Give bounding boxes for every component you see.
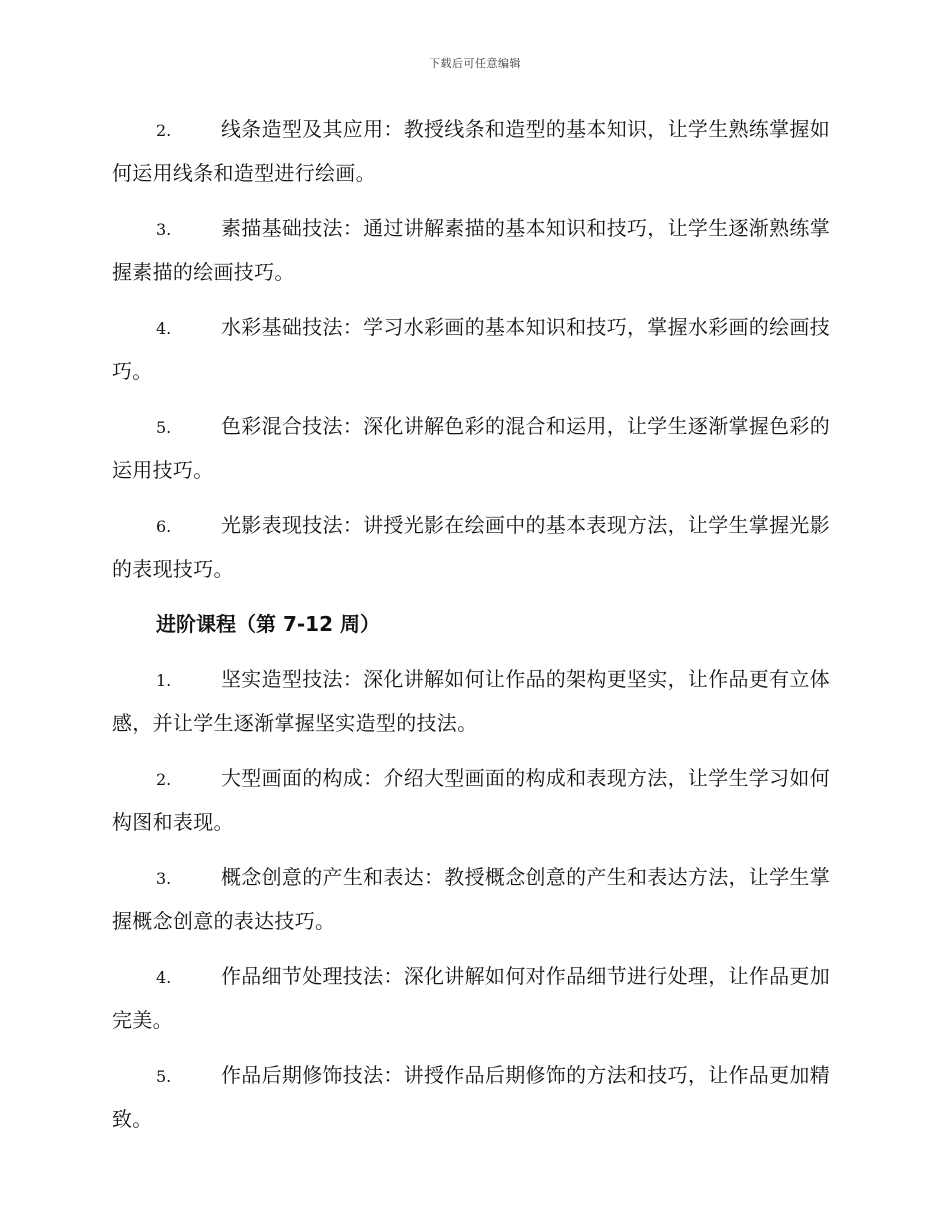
- list-item: [112, 658, 834, 744]
- list-item: [112, 207, 834, 293]
- list-item: [112, 955, 834, 1041]
- item-text: 坚实造型技法：深化讲解如何让作品的架构更坚实，让作品更有立体感，并让学生逐渐掌握坚实造型的技法。: [112, 667, 830, 735]
- item-number: 5.: [156, 1067, 172, 1086]
- list-item: [112, 757, 834, 843]
- list-item: [112, 306, 834, 392]
- item-number: 5.: [156, 418, 172, 437]
- item-number: 4.: [156, 319, 172, 338]
- item-text: 色彩混合技法：深化讲解色彩的混合和运用，让学生逐渐掌握色彩的运用技巧。: [112, 414, 830, 482]
- item-number: 2.: [156, 121, 172, 140]
- item-text: 光影表现技法：讲授光影在绘画中的基本表现方法，让学生掌握光影的表现技巧。: [112, 513, 830, 581]
- list-item: [112, 504, 834, 590]
- item-text: 大型画面的构成：介绍大型画面的构成和表现方法，让学生学习如何构图和表现。: [112, 766, 830, 834]
- item-text: 概念创意的产生和表达：教授概念创意的产生和表达方法，让学生掌握概念创意的表达技巧。: [112, 865, 830, 933]
- item-text: 线条造型及其应用：教授线条和造型的基本知识，让学生熟练掌握如何运用线条和造型进行绘画。: [112, 117, 830, 185]
- item-number: 4.: [156, 968, 172, 987]
- item-number: 3.: [156, 869, 172, 888]
- header-note: 下载后可任意编辑: [429, 57, 521, 70]
- item-number: 6.: [156, 517, 172, 536]
- list-item: [112, 108, 834, 194]
- document-body: [112, 108, 834, 1153]
- item-text: 素描基础技法：通过讲解素描的基本知识和技巧，让学生逐渐熟练掌握素描的绘画技巧。: [112, 216, 830, 284]
- item-number: 1.: [156, 671, 172, 690]
- section-title: 进阶课程（第 7-12 周）: [156, 612, 380, 636]
- list-item: [112, 1054, 834, 1140]
- item-text: 作品后期修饰技法：讲授作品后期修饰的方法和技巧，让作品更加精致。: [112, 1063, 830, 1131]
- item-text: 水彩基础技法：学习水彩画的基本知识和技巧，掌握水彩画的绘画技巧。: [112, 315, 830, 383]
- item-number: 2.: [156, 770, 172, 789]
- list-item: [112, 405, 834, 491]
- list-item: [112, 856, 834, 942]
- item-number: 3.: [156, 220, 172, 239]
- item-text: 作品细节处理技法：深化讲解如何对作品细节进行处理，让作品更加完美。: [112, 964, 830, 1032]
